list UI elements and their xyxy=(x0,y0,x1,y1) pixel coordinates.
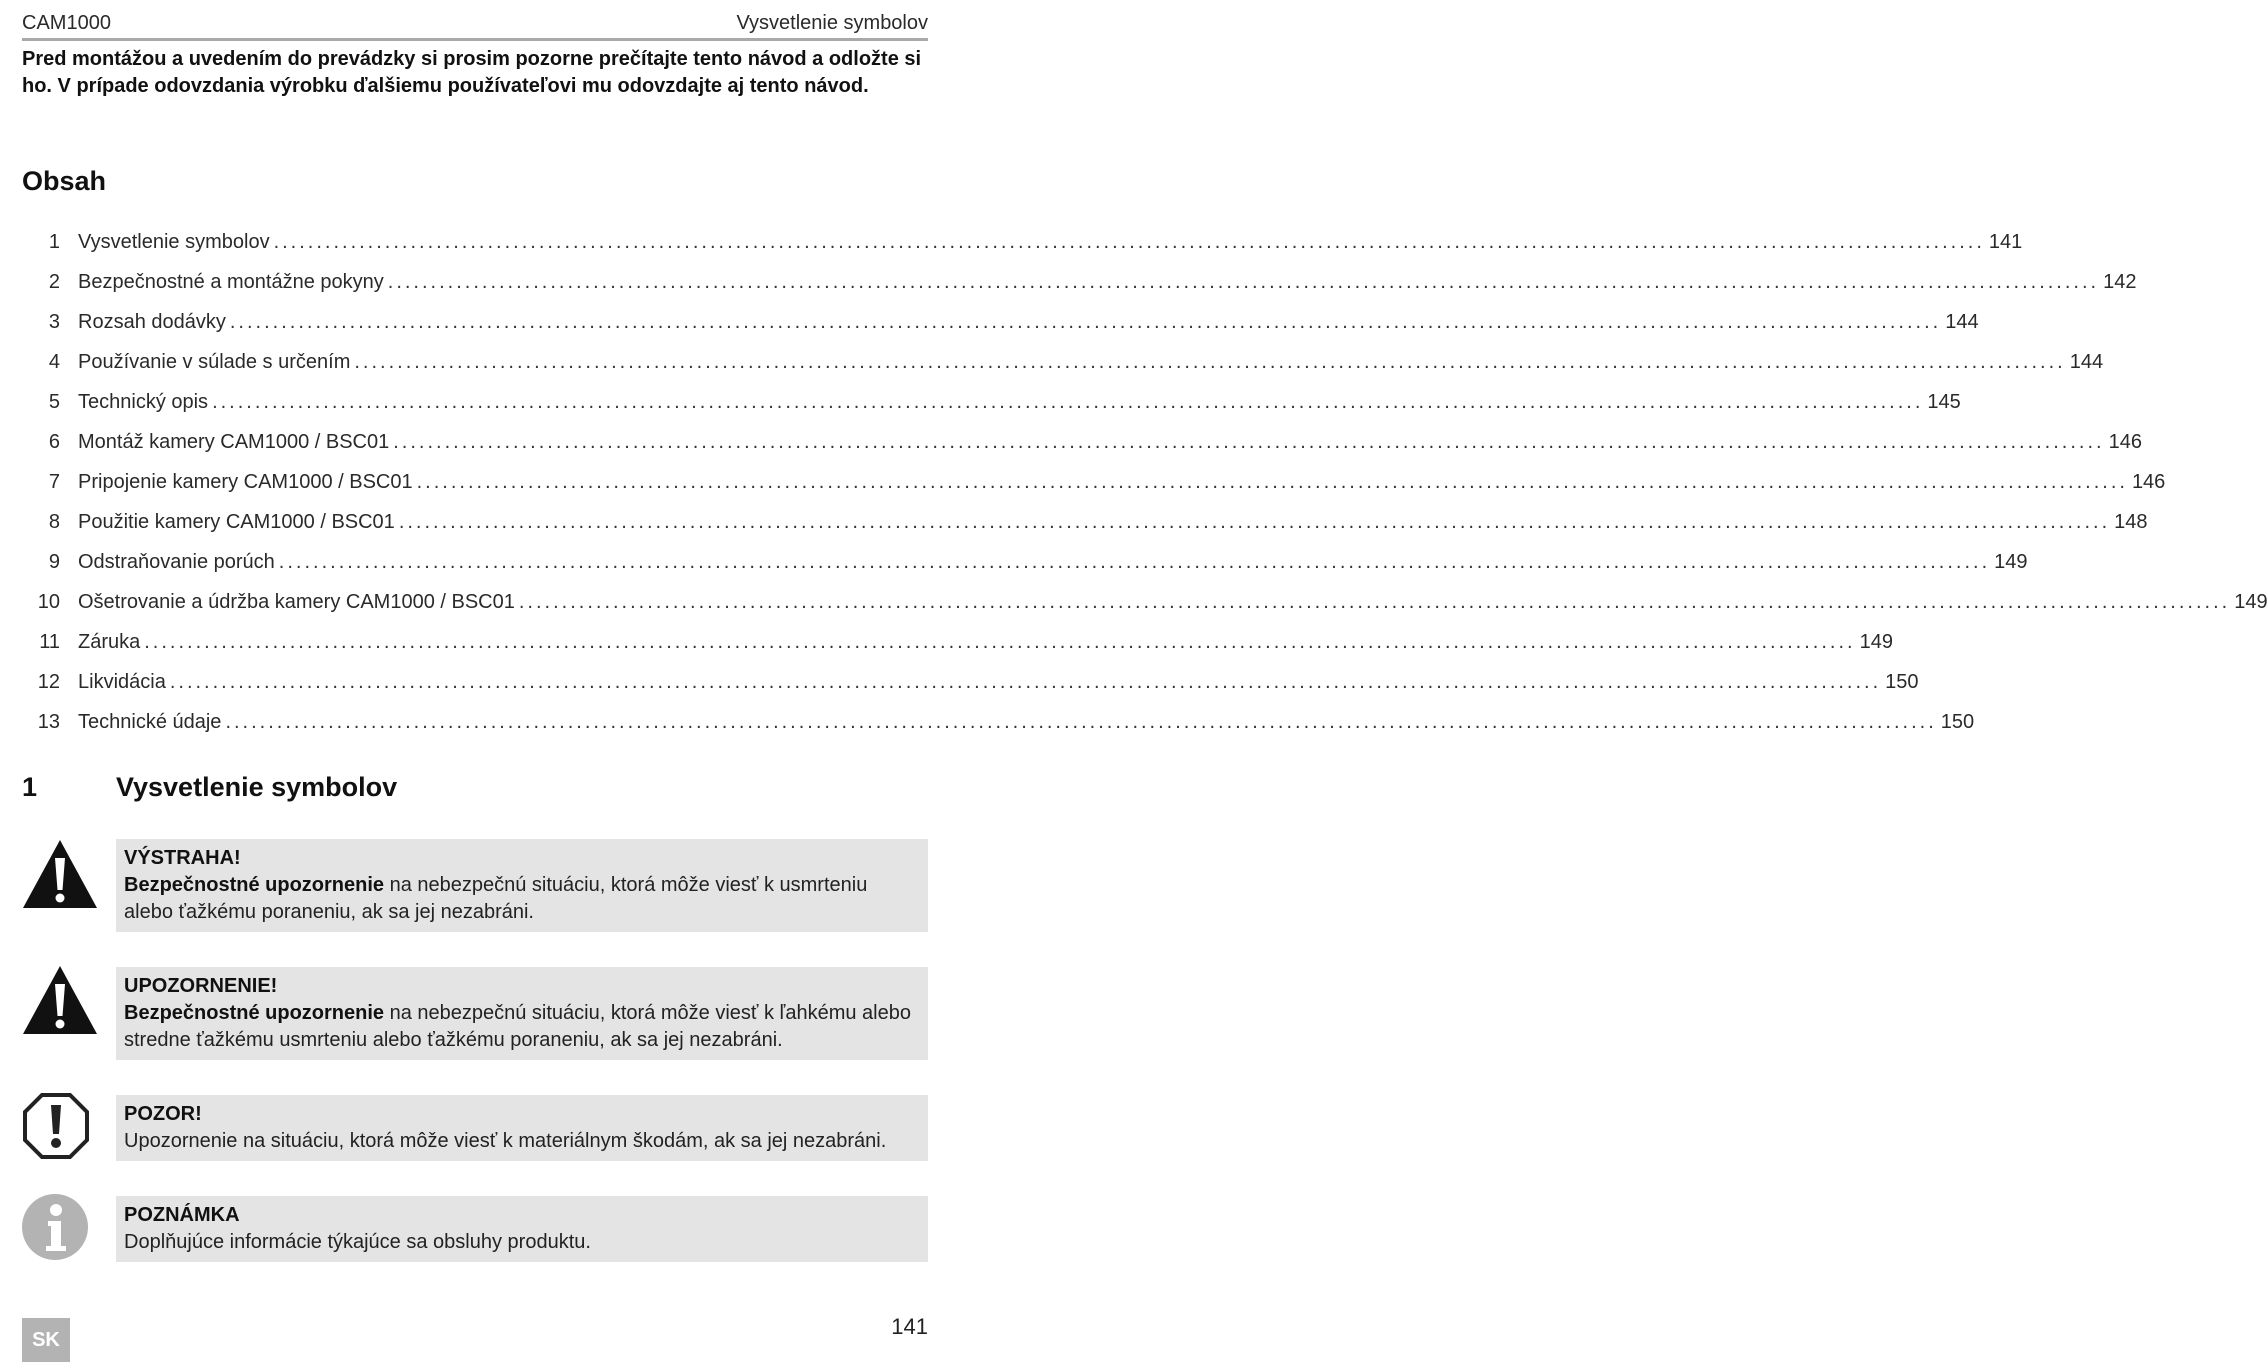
header-product: CAM1000 xyxy=(22,11,111,34)
toc-entry[interactable] xyxy=(22,582,2268,622)
toc-leader-dots: ........................................................................................................................................................................................................ xyxy=(393,430,2105,453)
toc-entry-page: 146 xyxy=(2108,430,2142,453)
toc-entry[interactable] xyxy=(22,422,2142,462)
attention-text: Upozornenie na situáciu, ktorá môže viesť k materiálnym škodám, ak sa jej nezabráni. xyxy=(124,1130,887,1152)
toc-entry[interactable] xyxy=(22,622,1893,662)
toc-entry-page: 150 xyxy=(1940,710,1975,733)
toc-leader-dots: ........................................................................................................................................................................................................ xyxy=(278,550,1991,573)
toc-entry-label: Pripojenie kamery CAM1000 / BSC01 xyxy=(78,470,413,493)
octagon-exclamation-icon xyxy=(22,1092,90,1160)
page-header xyxy=(22,8,928,41)
toc-entry-number: 9 xyxy=(48,550,60,573)
toc-entry-label: Vysvetlenie symbolov xyxy=(78,230,270,253)
toc-entry[interactable] xyxy=(22,542,2028,582)
toc-entry[interactable] xyxy=(22,222,2023,262)
toc-entry-page: 150 xyxy=(1885,670,1919,693)
warning-title: VÝSTRAHA! xyxy=(124,847,241,869)
warning-triangle-icon xyxy=(22,964,98,1036)
toc-entry-page: 144 xyxy=(2069,350,2104,373)
note-text: Doplňujúce informácie týkajúce sa obsluhy produktu. xyxy=(124,1231,591,1253)
toc-entry-label: Použitie kamery CAM1000 / BSC01 xyxy=(78,510,395,533)
warning-text xyxy=(124,872,920,926)
toc-entry[interactable] xyxy=(22,382,1961,422)
language-badge: SK xyxy=(22,1318,70,1362)
toc-entry-page: 144 xyxy=(1945,310,1979,333)
toc-entry-page: 142 xyxy=(2103,270,2137,293)
toc-entry-number: 13 xyxy=(37,710,60,733)
section-number: 1 xyxy=(22,772,38,802)
toc-entry-label: Používanie v súlade s určením xyxy=(78,350,351,373)
toc-entry-page: 145 xyxy=(1927,390,1961,413)
warning-triangle-icon xyxy=(22,838,98,910)
note-title: POZNÁMKA xyxy=(124,1204,240,1226)
warning-notice xyxy=(116,839,928,932)
info-circle-icon xyxy=(22,1194,88,1260)
toc-entry-label: Rozsah dodávky xyxy=(78,310,226,333)
warning-body-text: na nebezpečnú situáciu, ktorá môže viesť k usmrteniu alebo ťažkému poraneniu, ak sa jej nezabráni. xyxy=(124,874,868,923)
toc-entry[interactable] xyxy=(22,702,1975,742)
toc-entry-label: Technický opis xyxy=(78,390,209,413)
attention-title: POZOR! xyxy=(124,1103,202,1125)
toc-entry[interactable] xyxy=(22,462,2166,502)
toc-leader-dots: ........................................................................................................................................................................................................ xyxy=(387,270,2100,293)
toc-entry-number: 10 xyxy=(37,590,60,613)
toc-entry-number: 8 xyxy=(48,510,60,533)
caution-notice xyxy=(116,967,928,1060)
toc-entry-number: 12 xyxy=(37,670,60,693)
page-number: 141 xyxy=(891,1314,928,1339)
toc-entry[interactable] xyxy=(22,662,1919,702)
toc-entry-page: 149 xyxy=(1859,630,1893,653)
toc-leader-dots: ........................................................................................................................................................................................................ xyxy=(225,710,1937,733)
toc-entry[interactable] xyxy=(22,342,2104,382)
toc-leader-dots: ........................................................................................................................................................................................................ xyxy=(212,390,1924,413)
toc-entry[interactable] xyxy=(22,502,2148,542)
toc-leader-dots: ........................................................................................................................................................................................................ xyxy=(229,310,1942,333)
toc-title: Obsah xyxy=(22,166,107,196)
toc-entry-page: 149 xyxy=(1994,550,2028,573)
toc-entry-label: Odstraňovanie porúch xyxy=(78,550,275,573)
toc-leader-dots: ........................................................................................................................................................................................................ xyxy=(144,630,1856,653)
section-heading xyxy=(22,772,397,803)
toc-entry[interactable] xyxy=(22,262,2137,302)
toc-entry-number: 6 xyxy=(48,430,60,453)
intro-paragraph: Pred montážou a uvedením do prevádzky si prosim pozorne prečítajte tento návod a odložte si ho. V prípade odovzdania výrobku ďalšiemu používateľovi mu odovzdajte aj tento návod. xyxy=(22,48,922,97)
toc-entry-label: Montáž kamery CAM1000 / BSC01 xyxy=(78,430,390,453)
toc-leader-dots: ........................................................................................................................................................................................................ xyxy=(169,670,1882,693)
toc-leader-dots: ........................................................................................................................................................................................................ xyxy=(416,470,2128,493)
section-title: Vysvetlenie symbolov xyxy=(116,772,398,802)
table-of-contents xyxy=(22,222,2268,742)
header-section-title: Vysvetlenie symbolov xyxy=(736,11,928,34)
toc-entry-number: 4 xyxy=(48,350,60,373)
warning-bold-text: Bezpečnostné upozornenie xyxy=(124,874,385,896)
caution-bold-text: Bezpečnostné upozornenie xyxy=(124,1002,385,1024)
toc-leader-dots: ........................................................................................................................................................................................................ xyxy=(518,590,2231,613)
toc-entry-page: 141 xyxy=(1988,230,2023,253)
toc-entry-page: 146 xyxy=(2131,470,2166,493)
caution-body-text: na nebezpečnú situáciu, ktorá môže viesť k ľahkému alebo stredne ťažkému usmrteniu alebo ťažkému poraneniu, ak sa jej nezabráni. xyxy=(124,1002,911,1051)
toc-entry-number: 1 xyxy=(48,230,60,253)
toc-entry-number: 2 xyxy=(48,270,60,293)
toc-leader-dots: ........................................................................................................................................................................................................ xyxy=(398,510,2111,533)
toc-entry-number: 5 xyxy=(48,390,60,413)
attention-notice xyxy=(116,1095,928,1161)
toc-leader-dots: ........................................................................................................................................................................................................ xyxy=(354,350,2066,373)
note-notice xyxy=(116,1196,928,1262)
toc-entry[interactable] xyxy=(22,302,1979,342)
toc-entry-page: 148 xyxy=(2114,510,2148,533)
toc-entry-number: 3 xyxy=(48,310,60,333)
caution-text xyxy=(124,1000,920,1054)
toc-entry-page: 149 xyxy=(2234,590,2268,613)
toc-entry-label: Bezpečnostné a montážne pokyny xyxy=(78,270,384,293)
toc-entry-number: 11 xyxy=(39,630,60,653)
caution-title: UPOZORNENIE! xyxy=(124,975,278,997)
toc-entry-label: Technické údaje xyxy=(78,710,222,733)
toc-entry-label: Ošetrovanie a údržba kamery CAM1000 / BSC01 xyxy=(78,590,515,613)
toc-leader-dots: ........................................................................................................................................................................................................ xyxy=(273,230,1985,253)
toc-entry-label: Likvidácia xyxy=(78,670,166,693)
toc-entry-label: Záruka xyxy=(78,630,141,653)
toc-entry-number: 7 xyxy=(48,470,60,493)
